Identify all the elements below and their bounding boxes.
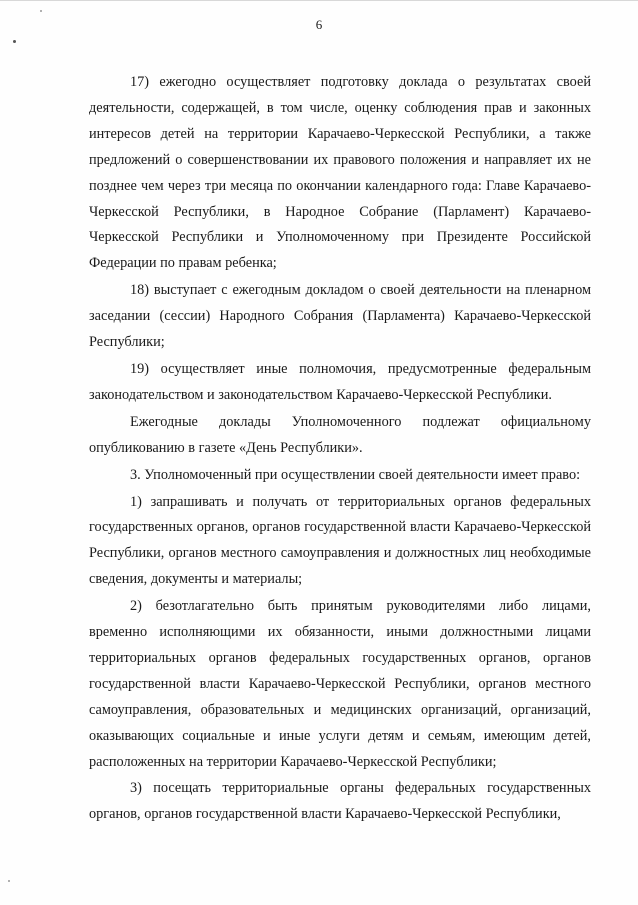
paragraph-item-17: 17) ежегодно осуществляет подготовку доклада о результатах своей деятельности, содержащей, в том числе, оценку соблюдения прав и законных интересов детей на территории Карачаево-Черкесской Республики, а также предложений о совершенствовании их правового положения и направляет их не позднее чем через три месяца по окончании календарного года: Главе Карачаево-Черкесской Республики, в Народное Собрание (Парламент) Карачаево-Черкесской Республики и Уполномоченному при Президенте Российской Федерации по правам ребенка; — [89, 74, 591, 272]
scan-speck — [13, 40, 16, 43]
scan-speck — [40, 10, 42, 12]
paragraph-section-3: 3. Уполномоченный при осуществлении своей деятельности имеет право: — [130, 466, 581, 483]
paragraph-right-1: 1) запрашивать и получать от территориальных органов федеральных государственных органов, органов государственной власти Карачаево-Черкесской Республики, органов местного самоуправления и должностных лиц необходимые сведения, документы и материалы; — [89, 493, 591, 588]
paragraph-right-3: 3) посещать территориальные органы федеральных государственных органов, органов государственной власти Карачаево-Черкесской Республики, — [89, 780, 591, 823]
paragraph-item-19: 19) осуществляет иные полномочия, предусмотренные федеральным законодательством и законодательством Карачаево-Черкесской Республики. — [89, 360, 591, 403]
paragraph-annual-reports: Ежегодные доклады Уполномоченного подлежат официальному опубликованию в газете «День Республики». — [89, 413, 591, 456]
paragraph-item-18: 18) выступает с ежегодным докладом о своей деятельности на пленарном заседании (сессии) Народного Собрания (Парламента) Карачаево-Черкесской Республики; — [89, 282, 591, 351]
scan-top-edge — [0, 0, 638, 1]
document-body — [89, 70, 591, 828]
paragraph-right-2: 2) безотлагательно быть принятым руководителями либо лицами, временно исполняющими их обязанности, иными должностными лицами территориальных органов федеральных государственных органов, органов государственной власти Карачаево-Черкесской Республики, органов местного самоуправления, образовательных и медицинских организаций, организаций, оказывающих социальные и иные услуги детям и семьям, имеющим детей, расположенных на территории Карачаево-Черкесской Республики; — [89, 598, 591, 770]
scan-speck — [8, 880, 10, 882]
page-number: 6 — [315, 17, 323, 32]
